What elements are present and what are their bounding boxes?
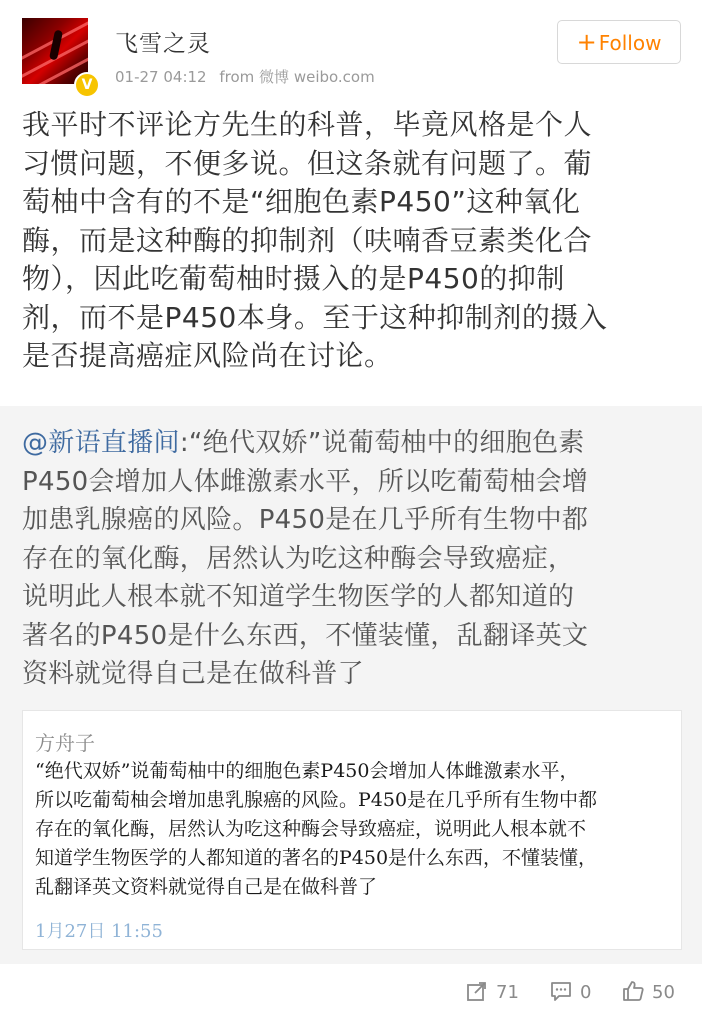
repost-text-line: 说明此人根本就不知道学生物医学的人都知道的 xyxy=(22,582,575,612)
post-text-line: 剂，而不是P450本身。至于这种抑制剂的摄入 xyxy=(22,300,608,334)
embedded-text-line: 知道学生物医学的人都知道的著名的P450是什么东西，不懂装懂， xyxy=(35,847,598,869)
follow-button[interactable] xyxy=(557,20,681,64)
embedded-time: 1月27日 11:55 xyxy=(35,921,163,942)
embedded-text xyxy=(35,757,665,902)
username[interactable]: 飞雪之灵 xyxy=(115,31,211,57)
post-text-line: 习惯问题，不便多说。但这条就有问题了。葡 xyxy=(22,146,593,180)
like-count: 50 xyxy=(652,982,675,1003)
repost-text-line: 加患乳腺癌的风险。P450是在几乎所有生物中都 xyxy=(22,505,589,535)
repost-icon xyxy=(466,980,488,1002)
post-text-line: 萄柚中含有的不是“细胞色素P450”这种氧化 xyxy=(22,185,581,218)
mention-link[interactable]: @新语直播间 xyxy=(22,428,180,458)
repost-text xyxy=(22,424,682,694)
repost-text-line: 著名的P450是什么东西，不懂装懂，乱翻译英文 xyxy=(22,620,589,651)
verified-icon: V xyxy=(74,72,100,98)
repost-text-line xyxy=(22,424,682,463)
post-text-line: 物），因此吃葡萄柚时摄入的是P450的抑制 xyxy=(22,262,565,295)
post-text-line: 我平时不评论方先生的科普，毕竟风格是个人 xyxy=(22,108,593,141)
post-source: from 微博 weibo.com xyxy=(219,68,375,86)
repost-text-line: P450会增加人体雌激素水平，所以吃葡萄柚会增 xyxy=(22,466,589,497)
plus-icon: + xyxy=(576,28,597,56)
post-meta xyxy=(115,66,383,87)
action-bar xyxy=(0,964,702,1024)
embedded-author: 方舟子 xyxy=(35,731,95,755)
comment-count: 0 xyxy=(580,982,592,1003)
repost-action[interactable] xyxy=(466,980,519,1004)
embedded-text-line: 存在的氧化酶，居然认为吃这种酶会导致癌症，说明此人根本就不 xyxy=(35,818,587,840)
embedded-screenshot[interactable] xyxy=(22,710,682,950)
repost-text-line: 资料就觉得自己是在做科普了 xyxy=(22,659,364,689)
repost-text-segment: :“绝代双娇”说葡萄柚中的细胞色素 xyxy=(179,428,585,458)
post-header xyxy=(0,0,702,100)
embedded-text-line: 所以吃葡萄柚会增加患乳腺癌的风险。P450是在几乎所有生物中都 xyxy=(35,789,598,811)
repost-count: 71 xyxy=(496,982,519,1003)
embedded-text-line: 乱翻译英文资料就觉得自己是在做科普了 xyxy=(35,876,378,898)
like-action[interactable] xyxy=(622,980,675,1004)
comment-action[interactable] xyxy=(550,980,591,1004)
post-text-line: 酶，而是这种酶的抑制剂（呋喃香豆素类化合 xyxy=(22,223,593,257)
like-icon xyxy=(622,980,644,1002)
follow-label: Follow xyxy=(598,31,662,55)
repost-text-line: 存在的氧化酶，居然认为吃这种酶会导致癌症， xyxy=(22,543,575,574)
comment-icon xyxy=(550,980,572,1002)
post-text xyxy=(22,106,682,376)
post-timestamp: 01-27 04:12 xyxy=(115,68,207,86)
repost-card[interactable] xyxy=(0,406,702,964)
embedded-text-line: “绝代双娇”说葡萄柚中的细胞色素P450会增加人体雌激素水平， xyxy=(35,760,579,782)
post-text-line: 是否提高癌症风险尚在讨论。 xyxy=(22,339,393,372)
